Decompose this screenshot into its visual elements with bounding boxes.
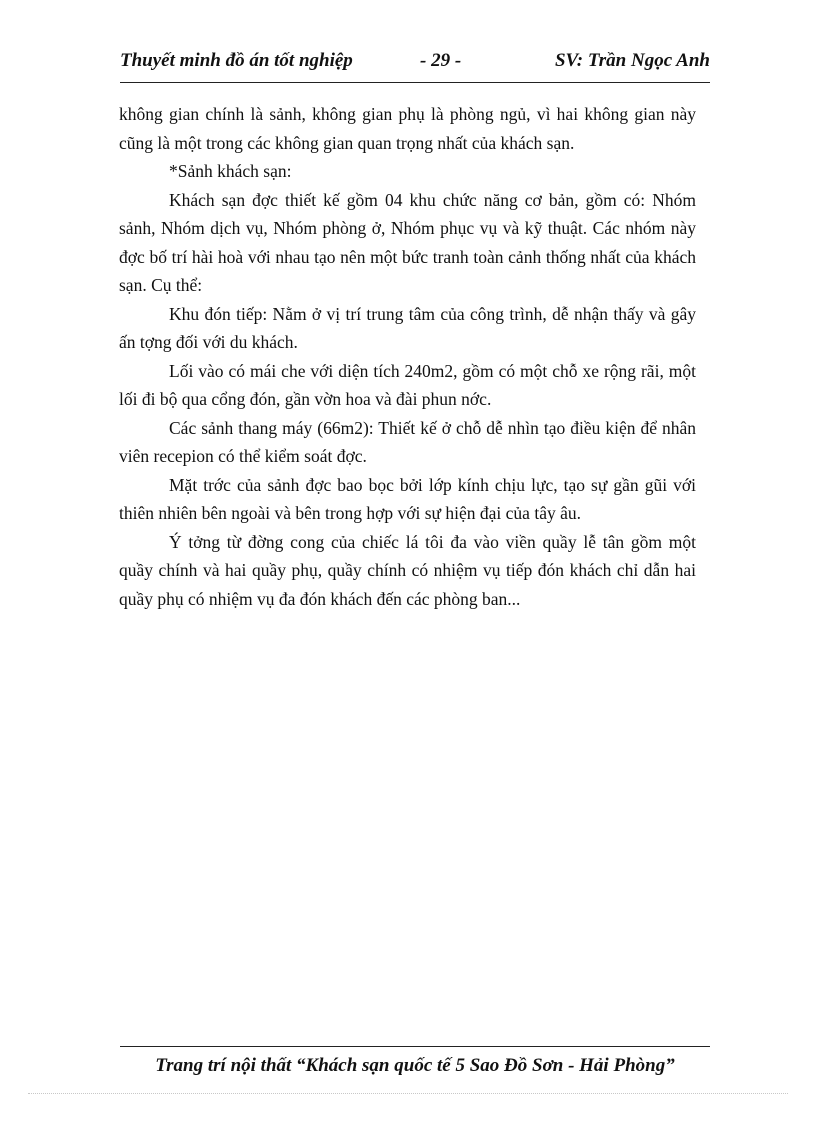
paragraph-reception-area: Khu đón tiếp: Nằm ở vị trí trung tâm của công trình, dễ nhận thấy và gây ấn tợng đối với du khách. xyxy=(119,303,696,352)
document-body xyxy=(119,100,696,613)
paragraph-entrance: Lối vào có mái che với diện tích 240m2, gồm có một chỗ xe rộng rãi, một lối đi bộ qua cổng đón, gần vờn hoa và đài phun nớc. xyxy=(119,360,696,409)
paragraph-lobby-facade: Mặt trớc của sảnh đợc bao bọc bởi lớp kính chịu lực, tạo sự gần gũi với thiên nhiên bên ngoài và bên trong hợp với sự hiện đại của tây âu. xyxy=(119,474,696,523)
bottom-divider xyxy=(28,1093,788,1094)
page-header xyxy=(120,46,710,83)
header-page-number: - 29 - xyxy=(420,50,462,71)
paragraph-reception-desk: Ý tởng từ đờng cong của chiếc lá tôi đa vào viền quầy lễ tân gồm một quầy chính và hai quầy phụ, quầy chính có nhiệm vụ tiếp đón khách chỉ dẫn hai quầy phụ có nhiệm vụ đa đón khách đến các phòng ban... xyxy=(119,531,696,609)
page-footer xyxy=(120,1046,710,1081)
header-document-title: Thuyết minh đồ án tốt nghiệp xyxy=(120,50,353,71)
paragraph-continuation: không gian chính là sảnh, không gian phụ là phòng ngủ, vì hai không gian này cũng là một trong các không gian quan trọng nhất của khách sạn. xyxy=(119,104,696,153)
paragraph-elevator-lobby: Các sảnh thang máy (66m2): Thiết kế ở chỗ dễ nhìn tạo điều kiện để nhân viên recepion có thể kiểm soát đợc. xyxy=(119,417,696,466)
header-student-name: SV: Trần Ngọc Anh xyxy=(554,50,710,71)
footer-project-title: Trang trí nội thất “Khách sạn quốc tế 5 Sao Đồ Sơn - Hải Phòng” xyxy=(155,1055,675,1076)
paragraph-functional-zones: Khách sạn đợc thiết kế gồm 04 khu chức năng cơ bản, gồm có: Nhóm sảnh, Nhóm dịch vụ, Nhóm phòng ở, Nhóm phục vụ và kỹ thuật. Các nhóm này đợc bố trí hài hoà với nhau tạo nên một bức tranh toàn cảnh thống nhất của khách sạn. Cụ thể: xyxy=(119,189,696,295)
section-heading-lobby: *Sảnh khách sạn: xyxy=(169,161,292,181)
